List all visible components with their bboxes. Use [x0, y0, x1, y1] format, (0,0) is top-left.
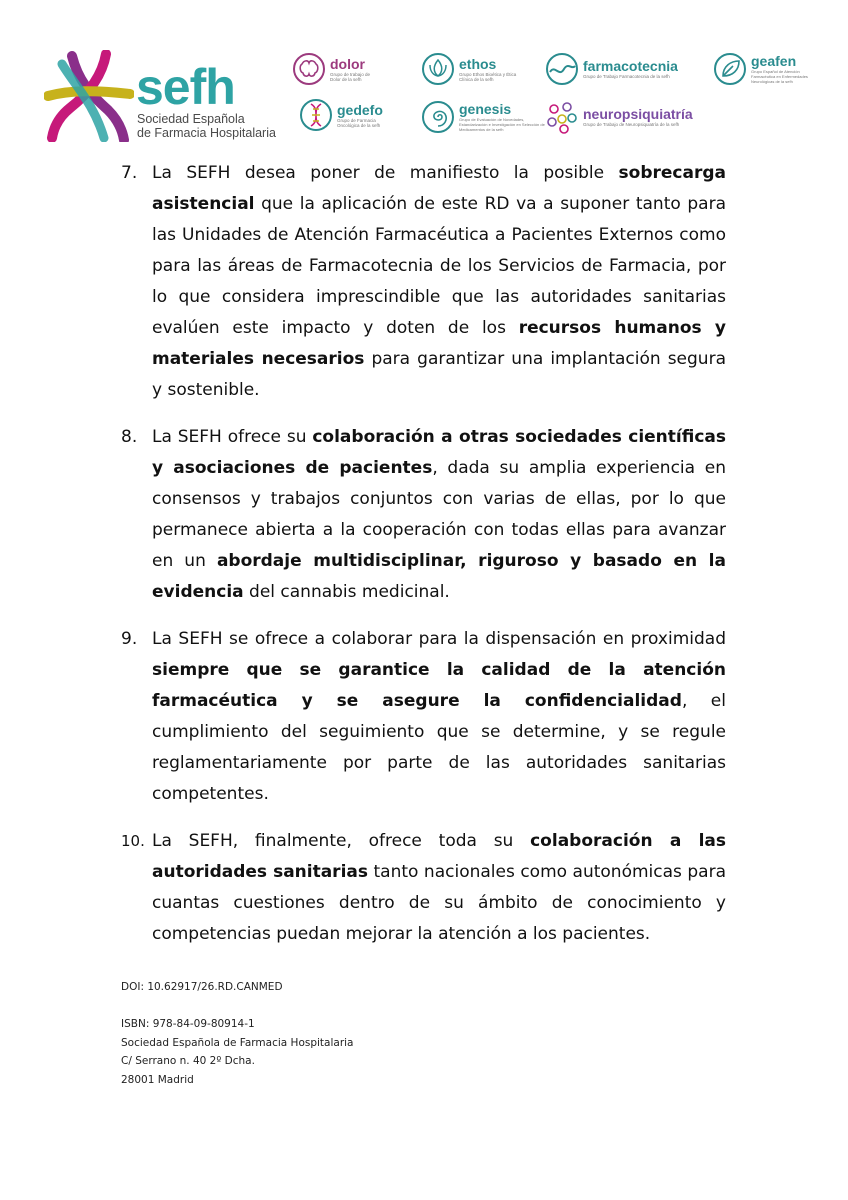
group-logo-neuropsiquiatria [545, 100, 693, 134]
group-desc-ethos: Grupo Ethos Bioética y Ética Clínica de la sefh [459, 71, 517, 82]
sefh-subtitle [137, 112, 276, 140]
text-segment: La SEFH se ofrece a colaborar para la dispensación en proximidad [152, 629, 726, 649]
text-segment: La SEFH, finalmente, ofrece toda su [152, 831, 531, 851]
group-desc-farmacotecnia: Grupo de Trabajo Farmacotecnia de la sefh [583, 74, 670, 79]
bold-segment: recursos humanos y materiales necesarios [152, 318, 726, 369]
group-desc-genesis: Grupo de Evaluación de Novedades, Estandarización e Investigación en Selección de Medicamentos de la sefh [459, 117, 545, 132]
group-name-ethos: ethos [459, 55, 497, 72]
bold-segment: siempre que se garantice la calidad de la atención farmacéutica y se asegure la confidencialidad [152, 660, 726, 711]
text-segment: La SEFH ofrece su [152, 427, 313, 447]
text-segment: que la aplicación de este RD va a suponer tanto para las Unidades de Atención Farmacéutica a Pacientes Externos como para las áreas de Farmacotecnia de los Servicios de Farmacia, por lo que considera imprescindible que las autoridades sanitarias evalúen este impacto y doten de los [152, 194, 726, 338]
list-item-text [152, 826, 726, 950]
lotus-icon [421, 52, 455, 86]
list-item-9 [0, 624, 848, 810]
bold-segment: colaboración a otras sociedades científicas y asociaciones de pacientes [152, 427, 726, 478]
sefh-subtitle-line1: Sociedad Española [137, 112, 245, 126]
bold-segment: colaboración a las autoridades sanitarias [152, 831, 727, 882]
list-item-7 [0, 158, 848, 406]
page-header [0, 0, 848, 150]
group-name-gedefo: gedefo [337, 101, 383, 118]
list-number: 7. [121, 163, 138, 183]
sefh-logo-icon [44, 50, 134, 142]
brain-icon [292, 52, 326, 86]
group-name-neuropsiquiatria: neuropsiquiatría [583, 106, 693, 122]
address-street: C/ Serrano n. 40 2º Dcha. [121, 1055, 255, 1067]
recommendations-list [0, 158, 848, 966]
organization-name: Sociedad Española de Farmacia Hospitalaria [121, 1036, 354, 1049]
list-item-text [152, 624, 726, 810]
list-item-8 [0, 422, 848, 608]
group-logo-gedefo [299, 98, 391, 132]
wave-circle-icon [545, 52, 579, 86]
address-city: 28001 Madrid [121, 1073, 194, 1086]
text-segment: para garantizar una implantación segura y sostenible. [152, 349, 726, 400]
bold-segment: sobrecarga asistencial [152, 163, 726, 214]
page-footer [121, 978, 354, 1089]
list-number: 9. [121, 629, 138, 649]
list-item-text [152, 422, 726, 608]
text-segment: , dada su amplia experiencia en consensos y trabajos conjuntos con varias de ellas, por lo que permanece abierta a la cooperación con todas ellas para avanzar en un [152, 458, 726, 571]
group-desc-geafen: Grupo Español de Atención Farmacéutica en Enfermedades Neurológicas de la sefh [751, 69, 808, 84]
spiral-icon [421, 100, 455, 134]
group-logo-ethos [421, 52, 519, 86]
group-desc-neuropsiquiatria: Grupo de Trabajo de Neuropsiquiatría de la sefh [583, 122, 680, 127]
leaf-circle-icon [713, 52, 747, 86]
bold-segment: abordaje multidisciplinar, riguroso y basado en la evidencia [152, 551, 726, 602]
group-logo-dolor [292, 52, 382, 86]
sefh-wordmark: sefh [136, 59, 235, 115]
network-icon [545, 100, 579, 134]
group-logo-geafen [713, 52, 821, 86]
text-segment: , el cumplimiento del seguimiento que se determine, y se regule reglamentariamente por parte de las autoridades sanitarias competentes. [152, 691, 726, 804]
doi-text: DOI: 10.62917/26.RD.CANMED [121, 981, 283, 993]
list-number: 10. [121, 832, 145, 850]
text-segment: La SEFH desea poner de manifiesto la posible [152, 163, 619, 183]
sefh-subtitle-line2: de Farmacia Hospitalaria [137, 126, 276, 140]
text-segment: del cannabis medicinal. [243, 582, 450, 602]
group-logo-farmacotecnia [545, 52, 679, 86]
group-name-geafen: geafen [751, 53, 797, 69]
text-segment: tanto nacionales como autonómicas para cuantas cuestiones dentro de su ámbito de conocimiento y competencias puedan mejorar la atención a los pacientes. [152, 862, 727, 944]
dna-icon [299, 98, 333, 132]
group-name-farmacotecnia: farmacotecnia [583, 58, 678, 74]
group-desc-dolor: Grupo de trabajo de Dolor de la sefh [330, 71, 371, 82]
isbn-text: ISBN: 978-84-09-80914-1 [121, 1018, 255, 1030]
group-desc-gedefo: Grupo de Farmacia Oncológica de la sefh [337, 117, 381, 128]
list-number: 8. [121, 427, 138, 447]
list-item-10 [0, 826, 848, 950]
group-name-dolor: dolor [330, 55, 365, 72]
list-item-text [152, 158, 726, 406]
group-name-genesis: genesis [459, 101, 512, 117]
group-logo-genesis [421, 100, 545, 134]
